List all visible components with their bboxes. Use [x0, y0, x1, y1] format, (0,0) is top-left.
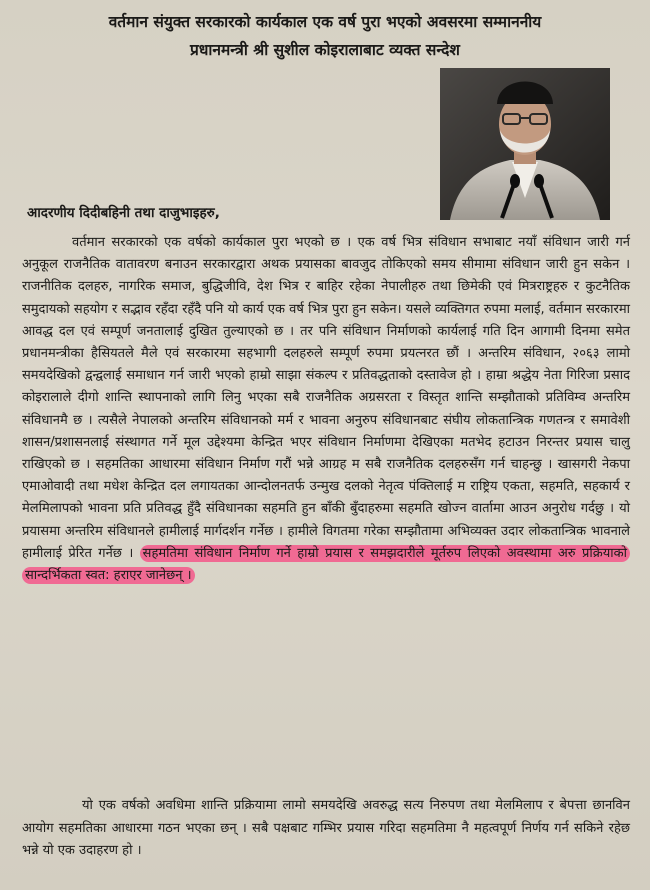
prime-minister-portrait-photo [440, 68, 610, 220]
title-line-2: प्रधानमन्त्री श्री सुशील कोइरालाबाट व्यक्त सन्देश [190, 41, 460, 59]
portrait-photo-icon [440, 68, 610, 220]
highlighted-sentence: सहमतिमा संविधान निर्माण गर्ने हाम्रो प्रयास र समझदारीले मूर्तरुप लिएको अवस्थामा अरु प्रक्रियाको सान्दर्भिकता स्वत: हराएर जानेछन् । [22, 545, 630, 584]
title-line-1: वर्तमान संयुक्त सरकारको कार्यकाल एक वर्ष पुरा भएको अवसरमा सम्माननीय [108, 13, 542, 31]
message-paragraph-2 [22, 795, 630, 863]
document-title [20, 8, 630, 64]
paragraph-2-text: यो एक वर्षको अवधिमा शान्ति प्रक्रियामा लामो समयदेखि अवरुद्ध सत्य निरुपण तथा मेलमिलाप र बेपत्ता छानविन आयोग सहमतिका आधारमा गठन भएका छन् । सबै पक्षबाट गम्भिर प्रयास गरिदा सहमतिमा नै महत्वपूर्ण निर्णय गर्न सकिने रहेछ भन्ने यो एक उदाहरण हो । [22, 798, 630, 858]
paragraph-1-text: वर्तमान सरकारको एक वर्षको कार्यकाल पुरा भएको छ । एक वर्ष भित्र संविधान सभाबाट नयाँ संविधान जारी गर्न अनुकूल राजनैतिक वातावरण बनाउन सरकारद्वारा अथक प्रयासका बावजुद तोकिएको समय सीमामा संविधान जारी हुन सकेन । राजनीतिक दलहरु, नागरिक समाज, बुद्धिजीवि, देश भित्र र बाहिर रहेका नेपालीहरु तथा छिमेकी एवं मित्रराष्ट्रहरु र कुटनैतिक समुदायको सहयोग र सद्भाव रहँदा रहँदै पनि यो कार्य एक वर्ष भित्र पुरा हुन सकेन। यसले व्यक्तिगत रुपमा मलाई, वर्तमान सरकारमा आवद्ध दल एवं सम्पूर्ण जनतालाई दुखित तुल्याएको छ । तर पनि संविधान निर्माणको कार्यलाई गति दिन आगामी दिनमा समेत प्रधानमन्त्रीका हैसियतले मैले एवं सरकारमा सहभागी दलहरुले सम्पूर्ण रुपमा प्रयत्नरत छौं । अन्तरिम संविधान, २०६३ लामो समयदेखिको द्वन्द्वलाई समाधान गर्न जारी भएको हाम्रो साझा संकल्प र प्रतिवद्धताको दस्तावेज हो । हाम्रा श्रद्धेय नेता गिरिजा प्रसाद कोइरालाले दीगो शान्ति स्थापनाको लागि लिनु भएका सबै राजनैतिक अग्रसरता र विस्तृत शान्ति सम्झौताको प्रतिविम्व अन्तरिम संविधानमै छ । त्यसैले नेपालको अन्तरिम संविधानको मर्म र भावना अनुरुप संविधानबाट संघीय लोकतान्त्रिक गणतन्त्र र समावेशी शासन/प्रशासनलाई संस्थागत गर्ने मूल उद्देश्यमा केन्द्रित भएर संविधान निर्माणमा देखिएका मतभेद हटाउन निरन्तर प्रयास चालु राखिएको छ । सहमतिका आधारमा संविधान निर्माण गरौं भन्ने आग्रह म सबै राजनैतिक दलहरुसँग गर्न चाहन्छु । खासगरी नेकपा एमाओवादी तथा मधेश केन्द्रित दल लगायतका आन्दोलनतर्फ उन्मुख दलको नेतृत्व पंक्तिलाई म राष्ट्रिय एकता, सहमति, सहकार्य र मेलमिलापको भावना प्रति प्रतिवद्ध हुँदै संविधानका सहमति हुन बाँकी बुँदाहरुमा सहमति खोज्न वार्तामा आउन अनुरोध गर्दछु । यो प्रयासमा अन्तरिम संविधानले हामीलाई मार्गदर्शन गर्नेछ । हामीले विगतमा गरेका सम्झौतामा अभिव्यक्त उदार लोकतान्त्रिक भावनाले हामीलाई प्रेरित गर्नेछ । [22, 235, 630, 561]
message-paragraph-1 [22, 232, 630, 587]
salutation: आदरणीय दिदीबहिनी तथा दाजुभाइहरु, [27, 205, 220, 221]
